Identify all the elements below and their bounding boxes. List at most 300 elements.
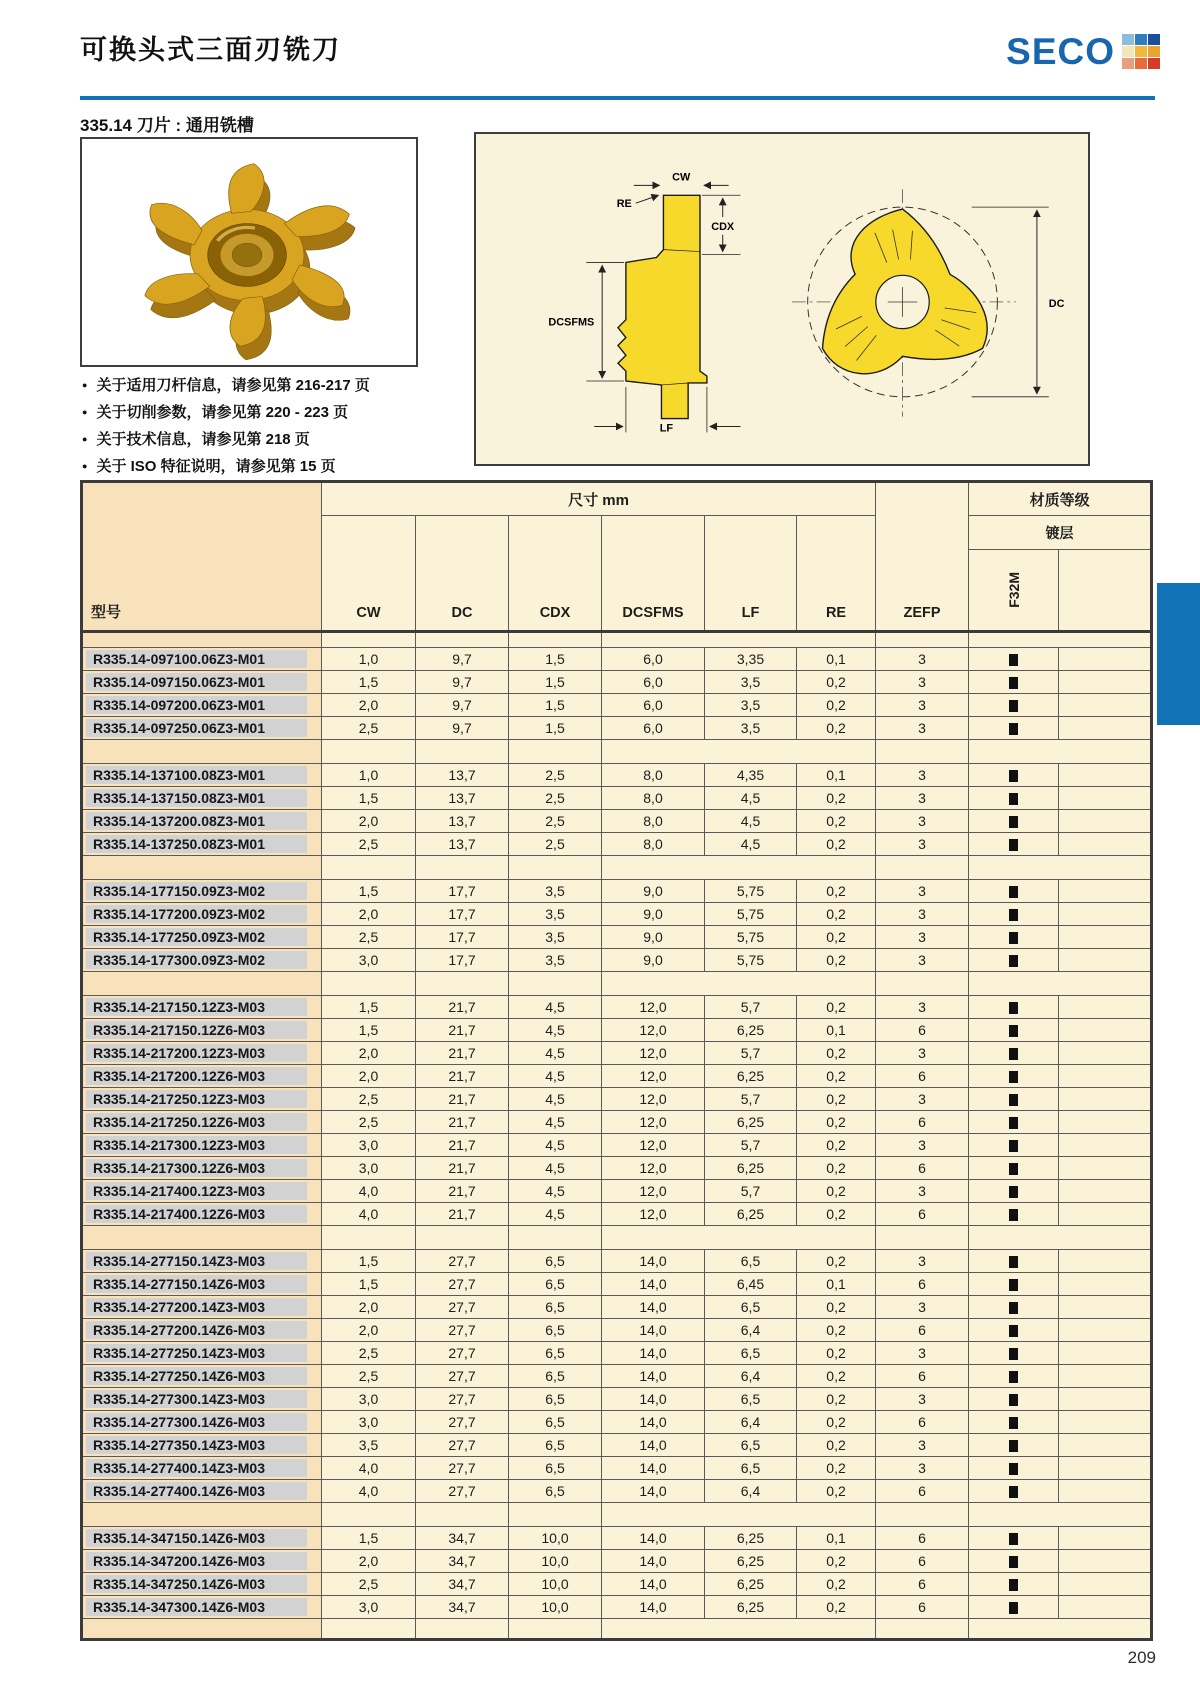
table-row	[82, 1203, 1152, 1226]
empty-cell	[1059, 1088, 1152, 1111]
grade-square-icon	[1009, 1579, 1018, 1591]
spacer-row	[82, 972, 1152, 996]
note-item: ● 关于 ISO 特征说明，请参见第 15 页	[82, 453, 370, 480]
model-label: R335.14-217250.12Z3-M03	[86, 1090, 307, 1108]
model-label: R335.14-347300.14Z6-M03	[86, 1598, 307, 1616]
grade-cell	[969, 1411, 1059, 1434]
dim-cell: 6,0	[602, 694, 705, 717]
dim-cell: 10,0	[509, 1596, 602, 1619]
empty-cell	[1059, 1365, 1152, 1388]
dim-cell: 6,5	[509, 1342, 602, 1365]
dim-cell: 27,7	[416, 1273, 509, 1296]
dim-cell: 4,5	[705, 833, 797, 856]
col-header-cw: CW	[322, 516, 416, 632]
grade-cell	[969, 1365, 1059, 1388]
logo-square-icon	[1135, 46, 1147, 57]
dim-cell: 3,5	[509, 926, 602, 949]
dim-cell: 21,7	[416, 1203, 509, 1226]
grade-square-icon	[1009, 793, 1018, 805]
dim-cell: 2,0	[322, 1550, 416, 1573]
model-cell	[82, 1342, 322, 1365]
dim-cell: 2,5	[322, 833, 416, 856]
dim-cell: 12,0	[602, 1019, 705, 1042]
dim-cell: 12,0	[602, 1065, 705, 1088]
grade-square-icon	[1009, 1117, 1018, 1129]
dim-cell: 0,2	[797, 717, 876, 740]
dim-cell: 12,0	[602, 1042, 705, 1065]
page-number: 209	[1127, 1648, 1156, 1667]
dim-cell: 6,0	[602, 671, 705, 694]
model-cell	[82, 1411, 322, 1434]
empty-cell	[1059, 1342, 1152, 1365]
dim-cell: 1,5	[322, 1527, 416, 1550]
dim-cell: 0,2	[797, 1434, 876, 1457]
col-header-zefp: ZEFP	[876, 482, 969, 632]
dim-cell: 3,0	[322, 949, 416, 972]
dim-cell: 5,75	[705, 949, 797, 972]
dim-cell: 6	[876, 1273, 969, 1296]
dim-cell: 0,2	[797, 810, 876, 833]
dim-cell: 6,5	[509, 1250, 602, 1273]
dim-cell: 3	[876, 648, 969, 671]
dim-cell: 8,0	[602, 833, 705, 856]
grade-cell	[969, 1527, 1059, 1550]
spacer-row	[82, 740, 1152, 764]
grade-cell	[969, 1319, 1059, 1342]
dim-cell: 2,0	[322, 1296, 416, 1319]
col-header-dcsfms: DCSFMS	[602, 516, 705, 632]
grade-cell	[969, 1157, 1059, 1180]
dim-cell: 4,5	[509, 1134, 602, 1157]
dim-cell: 13,7	[416, 810, 509, 833]
grade-cell	[969, 1134, 1059, 1157]
table-row	[82, 1573, 1152, 1596]
dim-cell: 12,0	[602, 1180, 705, 1203]
dim-cell: 0,1	[797, 1273, 876, 1296]
empty-cell	[1059, 1480, 1152, 1503]
dim-cell: 3	[876, 1250, 969, 1273]
model-cell	[82, 926, 322, 949]
dim-cell: 0,2	[797, 1134, 876, 1157]
title-rule	[80, 96, 1155, 100]
dim-cell: 0,2	[797, 787, 876, 810]
dim-cell: 2,0	[322, 1319, 416, 1342]
model-label: R335.14-217200.12Z6-M03	[86, 1067, 307, 1085]
dim-cell: 4,5	[509, 1203, 602, 1226]
dim-cell: 14,0	[602, 1550, 705, 1573]
table-row	[82, 1273, 1152, 1296]
table-row	[82, 833, 1152, 856]
table-row	[82, 1550, 1152, 1573]
model-label: R335.14-217400.12Z6-M03	[86, 1205, 307, 1223]
table-row	[82, 810, 1152, 833]
dim-cell: 4,0	[322, 1180, 416, 1203]
dim-cell: 2,5	[509, 787, 602, 810]
dim-cell: 14,0	[602, 1480, 705, 1503]
logo-square-icon	[1135, 58, 1147, 69]
dim-cell: 3	[876, 694, 969, 717]
empty-cell	[1059, 1296, 1152, 1319]
dim-cell: 3	[876, 810, 969, 833]
table-row	[82, 1296, 1152, 1319]
dim-cell: 1,5	[322, 996, 416, 1019]
grade-square-icon	[1009, 1094, 1018, 1106]
dim-cell: 4,5	[509, 1157, 602, 1180]
empty-cell	[1059, 1157, 1152, 1180]
empty-cell	[1059, 1596, 1152, 1619]
model-cell	[82, 903, 322, 926]
model-label: R335.14-277300.14Z3-M03	[86, 1390, 307, 1408]
dim-cell: 6,5	[509, 1388, 602, 1411]
grade-square-icon	[1009, 886, 1018, 898]
dim-cell: 3	[876, 1180, 969, 1203]
dim-cell: 5,75	[705, 926, 797, 949]
group-header-grade: 材质等级	[969, 482, 1152, 516]
dim-cell: 0,2	[797, 880, 876, 903]
dim-cell: 9,7	[416, 671, 509, 694]
model-label: R335.14-217200.12Z3-M03	[86, 1044, 307, 1062]
dim-cell: 8,0	[602, 787, 705, 810]
model-label: R335.14-277300.14Z6-M03	[86, 1413, 307, 1431]
model-cell	[82, 648, 322, 671]
empty-cell	[1059, 1065, 1152, 1088]
grade-square-icon	[1009, 1325, 1018, 1337]
dim-cell: 9,0	[602, 926, 705, 949]
dim-cell: 6	[876, 1157, 969, 1180]
seco-logo	[1006, 33, 1160, 70]
dim-cell: 0,2	[797, 833, 876, 856]
dim-cell: 0,2	[797, 1457, 876, 1480]
dim-cell: 14,0	[602, 1250, 705, 1273]
grade-cell	[969, 764, 1059, 787]
grade-cell	[969, 926, 1059, 949]
spacer-row	[82, 1503, 1152, 1527]
col-header-lf: LF	[705, 516, 797, 632]
grade-square-icon	[1009, 1002, 1018, 1014]
model-cell	[82, 1088, 322, 1111]
dim-cell: 3	[876, 1296, 969, 1319]
dim-cell: 6	[876, 1019, 969, 1042]
grade-square-icon	[1009, 654, 1018, 666]
table-row	[82, 1042, 1152, 1065]
grade-square-icon	[1009, 909, 1018, 921]
model-label: R335.14-177200.09Z3-M02	[86, 905, 307, 923]
grade-cell	[969, 810, 1059, 833]
dim-cell: 12,0	[602, 1134, 705, 1157]
dim-cell: 6,5	[509, 1480, 602, 1503]
empty-cell	[1059, 764, 1152, 787]
dim-cell: 27,7	[416, 1388, 509, 1411]
model-cell	[82, 1480, 322, 1503]
grade-square-icon	[1009, 1533, 1018, 1545]
dim-cell: 10,0	[509, 1573, 602, 1596]
model-cell	[82, 694, 322, 717]
dim-cell: 34,7	[416, 1527, 509, 1550]
dim-cell: 6,5	[509, 1296, 602, 1319]
model-label: R335.14-137100.08Z3-M01	[86, 766, 307, 784]
grade-square-icon	[1009, 1394, 1018, 1406]
dim-cell: 21,7	[416, 1180, 509, 1203]
table-row	[82, 1480, 1152, 1503]
table-row	[82, 1457, 1152, 1480]
grade-cell	[969, 1434, 1059, 1457]
dim-cell: 3	[876, 926, 969, 949]
dim-cell: 17,7	[416, 926, 509, 949]
dim-cell: 6	[876, 1319, 969, 1342]
dim-cell: 0,2	[797, 996, 876, 1019]
dim-cell: 13,7	[416, 787, 509, 810]
grade-cell	[969, 1296, 1059, 1319]
dim-cell: 0,2	[797, 694, 876, 717]
product-photo-box	[80, 137, 418, 367]
dim-cell: 0,2	[797, 1088, 876, 1111]
dim-cell: 6,0	[602, 648, 705, 671]
dim-cell: 6	[876, 1203, 969, 1226]
dim-cell: 9,7	[416, 717, 509, 740]
dim-cell: 4,5	[509, 1042, 602, 1065]
dim-cell: 6,45	[705, 1273, 797, 1296]
grade-cell	[969, 1342, 1059, 1365]
notes-list	[82, 372, 370, 480]
page-title: 可换头式三面刃铣刀	[80, 35, 341, 65]
spec-table	[80, 480, 1153, 1641]
dim-cell: 14,0	[602, 1527, 705, 1550]
grade-square-icon	[1009, 1463, 1018, 1475]
grade-cell	[969, 694, 1059, 717]
table-row	[82, 949, 1152, 972]
grade-square-icon	[1009, 955, 1018, 967]
dim-cell: 0,2	[797, 1250, 876, 1273]
dim-cell: 14,0	[602, 1296, 705, 1319]
dim-cell: 0,2	[797, 1596, 876, 1619]
dim-cell: 0,2	[797, 1573, 876, 1596]
dim-cell: 8,0	[602, 764, 705, 787]
empty-cell	[1059, 1042, 1152, 1065]
empty-cell	[1059, 1134, 1152, 1157]
dim-cell: 4,5	[509, 1019, 602, 1042]
dim-cell: 14,0	[602, 1388, 705, 1411]
dim-cell: 27,7	[416, 1480, 509, 1503]
dim-cell: 34,7	[416, 1596, 509, 1619]
dim-cell: 0,2	[797, 903, 876, 926]
dim-cell: 3,0	[322, 1134, 416, 1157]
dim-cell: 0,2	[797, 949, 876, 972]
dim-cell: 3,5	[509, 903, 602, 926]
dim-cell: 10,0	[509, 1527, 602, 1550]
model-label: R335.14-347150.14Z6-M03	[86, 1529, 307, 1547]
group-header-coating: 镀层	[969, 516, 1152, 550]
dim-cell: 0,2	[797, 1157, 876, 1180]
dim-cell: 2,5	[322, 1111, 416, 1134]
dim-cell: 5,75	[705, 903, 797, 926]
dim-cell: 4,5	[705, 810, 797, 833]
dim-cell: 6,5	[705, 1296, 797, 1319]
table-row	[82, 671, 1152, 694]
model-cell	[82, 810, 322, 833]
table-row	[82, 764, 1152, 787]
model-cell	[82, 1157, 322, 1180]
dim-cell: 6,25	[705, 1019, 797, 1042]
dim-cell: 6,25	[705, 1596, 797, 1619]
dim-cell: 2,0	[322, 694, 416, 717]
dim-cell: 34,7	[416, 1550, 509, 1573]
model-cell	[82, 1250, 322, 1273]
grade-cell	[969, 1065, 1059, 1088]
empty-cell	[1059, 1573, 1152, 1596]
dim-cell: 9,7	[416, 694, 509, 717]
grade-cell	[969, 1573, 1059, 1596]
dim-cell: 3	[876, 1434, 969, 1457]
model-label: R335.14-277400.14Z6-M03	[86, 1482, 307, 1500]
empty-cell	[1059, 810, 1152, 833]
table-row	[82, 1411, 1152, 1434]
spacer-row	[82, 1619, 1152, 1640]
grade-square-icon	[1009, 1279, 1018, 1291]
model-cell	[82, 764, 322, 787]
dim-cell: 3	[876, 1042, 969, 1065]
dim-cell: 3,5	[705, 694, 797, 717]
model-label: R335.14-177250.09Z3-M02	[86, 928, 307, 946]
dim-cell: 3	[876, 1388, 969, 1411]
dim-cell: 0,2	[797, 1042, 876, 1065]
empty-cell	[1059, 1203, 1152, 1226]
model-label: R335.14-097100.06Z3-M01	[86, 650, 307, 668]
dim-cell: 4,5	[509, 1180, 602, 1203]
model-cell	[82, 1134, 322, 1157]
label-dc: DC	[1048, 297, 1065, 310]
model-cell	[82, 1111, 322, 1134]
grade-square-icon	[1009, 1348, 1018, 1360]
table-row	[82, 1342, 1152, 1365]
dim-cell: 9,7	[416, 648, 509, 671]
dim-cell: 0,2	[797, 1111, 876, 1134]
dim-cell: 2,0	[322, 1042, 416, 1065]
dim-cell: 1,5	[322, 880, 416, 903]
seco-logo-squares-icon	[1122, 34, 1160, 69]
grade-square-icon	[1009, 1440, 1018, 1452]
dim-cell: 27,7	[416, 1411, 509, 1434]
spacer-row	[82, 1226, 1152, 1250]
grade-square-icon	[1009, 700, 1018, 712]
grade-square-icon	[1009, 1025, 1018, 1037]
grade-square-icon	[1009, 816, 1018, 828]
empty-cell	[1059, 1019, 1152, 1042]
dim-cell: 21,7	[416, 1088, 509, 1111]
grade-square-icon	[1009, 1556, 1018, 1568]
empty-cell	[1059, 996, 1152, 1019]
group-header-dimensions: 尺寸 mm	[322, 482, 876, 516]
spacer-row	[82, 632, 1152, 648]
model-cell	[82, 1527, 322, 1550]
dim-cell: 14,0	[602, 1457, 705, 1480]
dim-cell: 3	[876, 1134, 969, 1157]
label-cw: CW	[672, 171, 691, 184]
dim-cell: 6	[876, 1527, 969, 1550]
grade-cell	[969, 787, 1059, 810]
dim-cell: 6	[876, 1065, 969, 1088]
dim-cell: 6,25	[705, 1065, 797, 1088]
col-header-re: RE	[797, 516, 876, 632]
model-label: R335.14-277250.14Z3-M03	[86, 1344, 307, 1362]
empty-cell	[1059, 671, 1152, 694]
model-cell	[82, 833, 322, 856]
seco-logo-text: SECO	[1006, 31, 1115, 72]
dim-cell: 12,0	[602, 1111, 705, 1134]
empty-cell	[1059, 949, 1152, 972]
dim-cell: 6	[876, 1480, 969, 1503]
table-row	[82, 1527, 1152, 1550]
empty-cell	[1059, 1111, 1152, 1134]
empty-cell	[1059, 1319, 1152, 1342]
dim-cell: 17,7	[416, 949, 509, 972]
table-row	[82, 1365, 1152, 1388]
dim-cell: 1,5	[509, 717, 602, 740]
model-label: R335.14-217300.12Z3-M03	[86, 1136, 307, 1154]
empty-cell	[1059, 1550, 1152, 1573]
spacer-row	[82, 856, 1152, 880]
dim-cell: 6,0	[602, 717, 705, 740]
dim-cell: 0,2	[797, 1065, 876, 1088]
dimension-diagram-box	[474, 132, 1090, 466]
empty-cell	[1059, 717, 1152, 740]
grade-cell	[969, 1088, 1059, 1111]
dim-cell: 21,7	[416, 1065, 509, 1088]
empty-cell	[1059, 787, 1152, 810]
dim-cell: 0,1	[797, 1527, 876, 1550]
empty-cell	[1059, 1527, 1152, 1550]
grade-square-icon	[1009, 1209, 1018, 1221]
model-cell	[82, 1019, 322, 1042]
model-label: R335.14-177300.09Z3-M02	[86, 951, 307, 969]
spec-table-wrap	[80, 480, 1153, 1641]
dim-cell: 9,0	[602, 903, 705, 926]
empty-cell	[1059, 1273, 1152, 1296]
dim-cell: 21,7	[416, 1111, 509, 1134]
dim-cell: 2,5	[509, 764, 602, 787]
dim-cell: 1,5	[322, 1273, 416, 1296]
dim-cell: 2,5	[322, 717, 416, 740]
grade-cell	[969, 833, 1059, 856]
model-label: R335.14-277150.14Z3-M03	[86, 1252, 307, 1270]
label-dcsfms: DCSFMS	[548, 316, 595, 329]
model-cell	[82, 1596, 322, 1619]
dim-cell: 6,5	[509, 1365, 602, 1388]
dim-cell: 1,5	[509, 694, 602, 717]
dim-cell: 2,5	[322, 1365, 416, 1388]
model-label: R335.14-347250.14Z6-M03	[86, 1575, 307, 1593]
dim-cell: 4,0	[322, 1203, 416, 1226]
dimension-diagram	[476, 134, 1088, 464]
dim-cell: 5,7	[705, 1088, 797, 1111]
dim-cell: 0,2	[797, 1319, 876, 1342]
dim-cell: 1,5	[322, 1250, 416, 1273]
dim-cell: 6,25	[705, 1527, 797, 1550]
dim-cell: 6,4	[705, 1319, 797, 1342]
model-label: R335.14-177150.09Z3-M02	[86, 882, 307, 900]
dim-cell: 5,7	[705, 1134, 797, 1157]
dim-cell: 0,2	[797, 671, 876, 694]
dim-cell: 3,0	[322, 1388, 416, 1411]
table-row	[82, 1596, 1152, 1619]
model-cell	[82, 880, 322, 903]
grade-square-icon	[1009, 1602, 1018, 1614]
logo-square-icon	[1122, 46, 1134, 57]
model-cell	[82, 949, 322, 972]
model-label: R335.14-277200.14Z3-M03	[86, 1298, 307, 1316]
table-row	[82, 880, 1152, 903]
dim-cell: 27,7	[416, 1296, 509, 1319]
dim-cell: 2,5	[322, 926, 416, 949]
